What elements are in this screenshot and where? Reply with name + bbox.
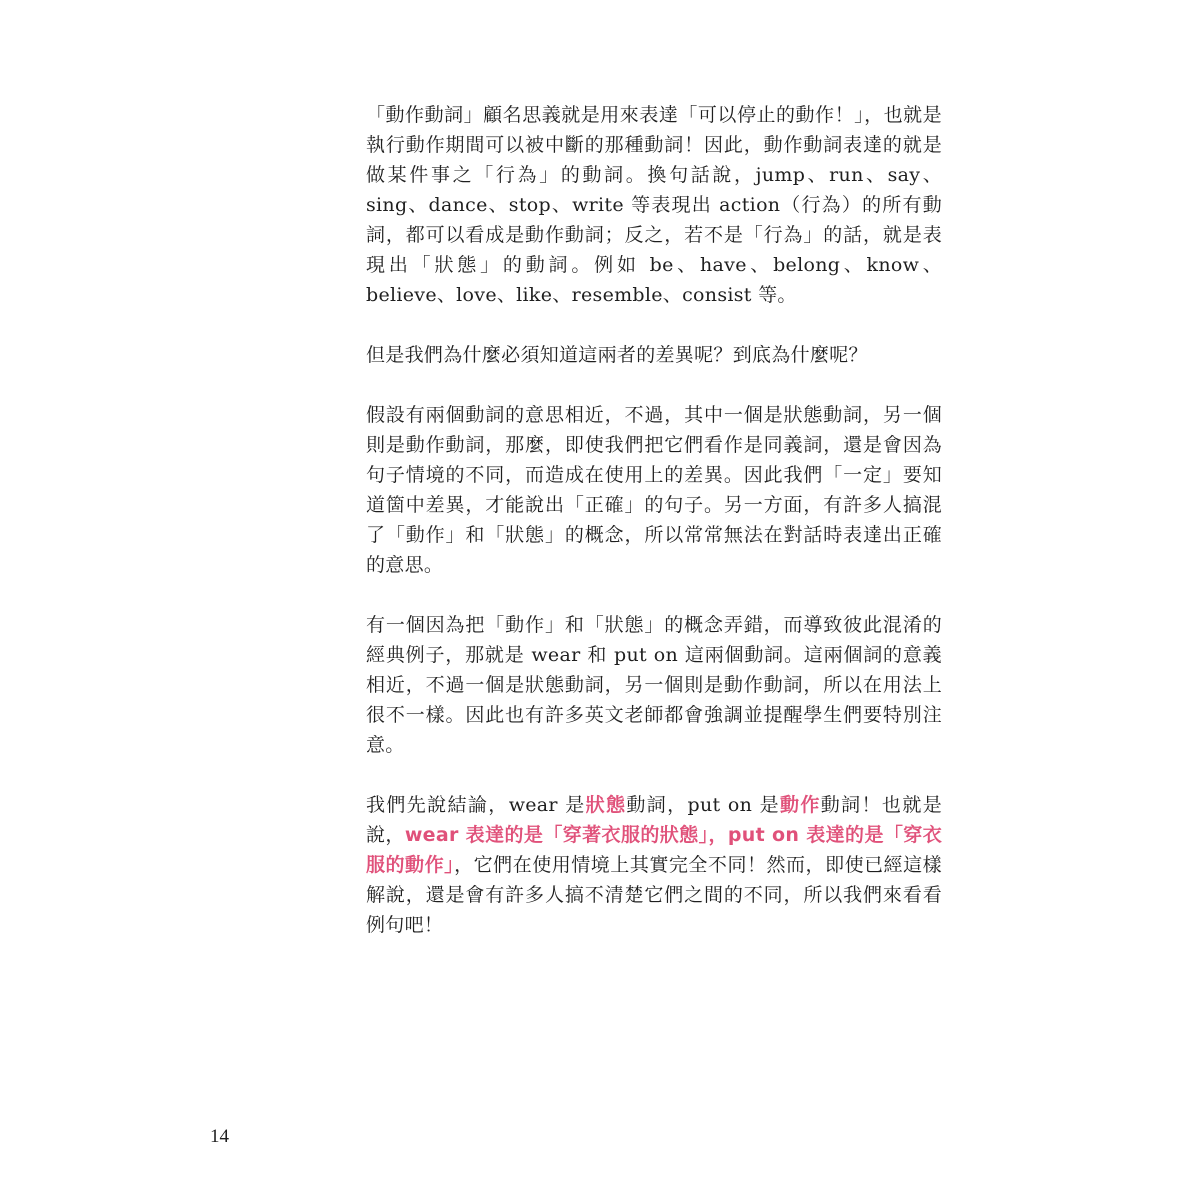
paragraph-wear-put-on-example bbox=[366, 610, 942, 760]
body-text bbox=[366, 100, 942, 940]
text-segment: 動詞，put on 是 bbox=[626, 794, 780, 816]
text-segment: 「動作動詞」顧名思義就是用來表達「可以停止的動作！」，也就是執行動作期間可以被中斷的那種動詞！因此，動作動詞表達的就是做某件事之「行為」的動詞。換句話說，jump、run、say、sing、dance、stop、write 等表現出 action（行為）的所有動詞，都可以看成是動作動詞；反之，若不是「行為」的話，就是表現出「狀態」的動詞。例如 be、have、belong、know、believe、love、like、resemble、consist 等。 bbox=[366, 104, 942, 306]
paragraph-action-verb-definition bbox=[366, 100, 942, 310]
highlight-action: 動作 bbox=[780, 794, 821, 816]
text-segment: 我們先說結論，wear 是 bbox=[366, 794, 586, 816]
text-segment: ，它們在使用情境上其實完全不同！然而，即使已經這樣解說，還是會有許多人搞不清楚它們之間的不同，所以我們來看看例句吧！ bbox=[366, 854, 942, 936]
text-segment: 假設有兩個動詞的意思相近，不過，其中一個是狀態動詞，另一個則是動作動詞，那麼，即使我們把它們看作是同義詞，還是會因為句子情境的不同，而造成在使用上的差異。因此我們「一定」要知道箇中差異，才能說出「正確」的句子。另一方面，有許多人搞混了「動作」和「狀態」的概念，所以常常無法在對話時表達出正確的意思。 bbox=[366, 404, 942, 576]
paragraph-why-question bbox=[366, 340, 942, 370]
page-number: 14 bbox=[210, 1126, 229, 1147]
paragraph-synonym-difference bbox=[366, 400, 942, 580]
text-segment: 有一個因為把「動作」和「狀態」的概念弄錯，而導致彼此混淆的經典例子，那就是 wear 和 put on 這兩個動詞。這兩個詞的意義相近，不過一個是狀態動詞，另一個則是動作動詞，所以在用法上很不一樣。因此也有許多英文老師都會強調並提醒學生們要特別注意。 bbox=[366, 614, 942, 756]
text-segment: 動詞！也就是說， bbox=[366, 794, 943, 846]
highlight-key-sentence: wear 表達的是「穿著衣服的狀態」，put on 表達的是「穿衣服的動作」 bbox=[366, 824, 942, 876]
paragraph-conclusion bbox=[366, 790, 942, 940]
highlight-state: 狀態 bbox=[585, 794, 627, 816]
text-segment: 但是我們為什麼必須知道這兩者的差異呢？到底為什麼呢？ bbox=[366, 344, 868, 366]
